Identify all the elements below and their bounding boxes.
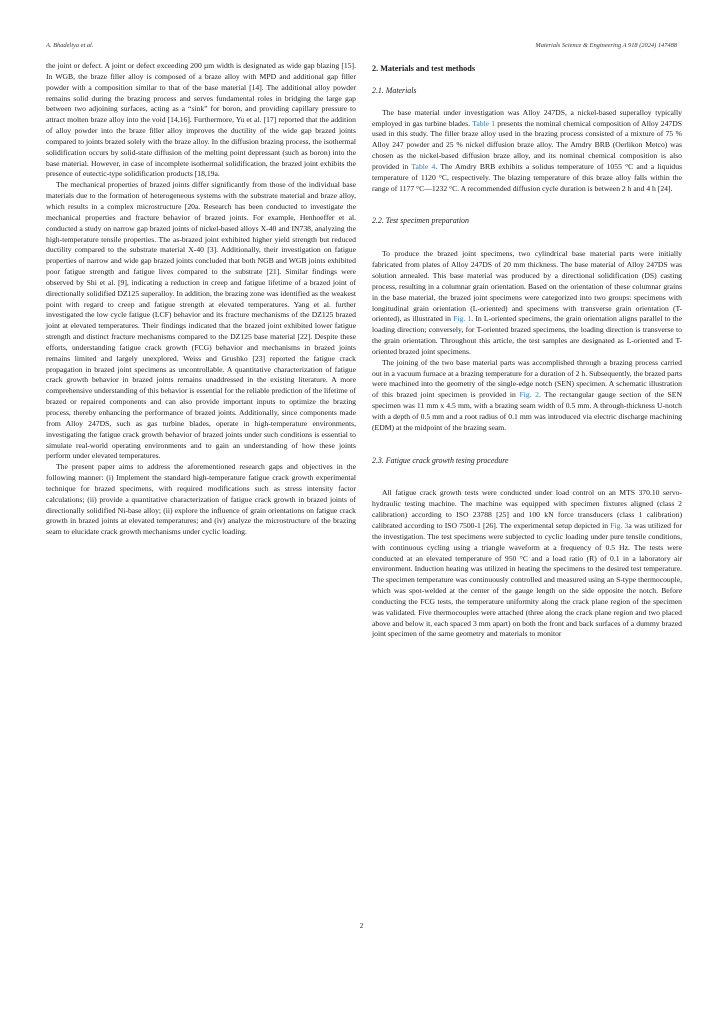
fig-1-link[interactable]: Fig. 1 <box>453 314 472 324</box>
materials-paragraph: The base material under investigation was Alloy 247DS, a nickel-based superalloy typically employed in gas turbine blades. Table 1 presents the nominal chemical composition of Alloy 247DS used in this study. The filler braze alloy used in the brazing process consisted of a mixture of 75 % Alloy 247 powder and 25 % nickel diffusion braze alloy. The Amdry BRB (Oerlikon Metco) was chosen as the nickel-based diffusion braze alloy, and its nominal chemical composition is also provided in Table 4. The Amdry BRB exhibits a solidus temperature of 1055 °C and a liquidus temperature of 1120 °C, respectively. The blazing temperature of this braze alloy falls within the range of 1177 °C—1232 °C. A recommended diffusion cycle duration is between 2 h and 4 h [24]. <box>372 107 683 193</box>
table-4-link[interactable]: Table 4 <box>411 161 436 171</box>
specimen-paragraph-2: The joining of the two base material parts was accomplished through a brazing process carried out in a vacuum furnace at a brazing temperature for a duration of 2 h. Subsequently, the brazed parts were machined into the geometry of the single-edge notch (SEN) specimen. A schematic illustration of this brazed joint specimen is provided in Fig. 2. The rectangular gauge section of the SEN specimen was 11 mm x 4.5 mm, with a brazing seam width of 0.5 mm. A through-thickness U-notch with a depth of 0.5 mm and a root radius of 0.1 mm was introduced via electric discharge machining (EDM) at the midpoint of the brazing seam. <box>372 357 682 432</box>
subsection-title-materials: 2.1. Materials <box>372 85 417 95</box>
subsection-title-specimen-preparation: 2.2. Test specimen preparation <box>372 216 469 226</box>
running-header-authors: A. Bhadeliya et al. <box>46 42 94 49</box>
left-column <box>46 61 356 538</box>
page-number: 2 <box>359 922 364 930</box>
intro-paragraph-aims: The present paper aims to address the aforementioned research gaps and objectives in the following manner: (i) Implement the standard high-temperature fatigue crack growth experimental technique for brazed specimens, with required modifications such as stress intensity factor calculations; (ii) provide a quantitative characterization of fatigue crack growth in brazed joints of directionally solidified Ni-base alloy; (ii) explore the influence of grain orientations on fatigue crack growth in brazed joints at elevated temperatures; and (iv) analyze the microstructure of the brazing seam to elucidate crack growth mechanisms under cyclic loading. <box>46 462 356 537</box>
running-header-journal: Materials Science & Engineering A 918 (2024) 147488 <box>535 42 677 49</box>
fcg-procedure-paragraph: All fatigue crack growth tests were conducted under load control on an MTS 370.10 servo-hydraulic testing machine. The machine was equipped with specimen fixtures aligned (class 2 calibration) according to ISO 23788 [25] and 100 kN force transducers (class 1 calibration) calibrated according to ISO 7500-1 [26]. The experimental setup depicted in Fig. 3a was utilized for the investigation. The test specimens were subjected to cyclic loading under pure tensile conditions, with continuous cycling using a triangle waveform at a frequency of 0.5 Hz. The tests were conducted at an elevated temperature of 950 °C and a load ratio (R) of 0.1 in a laboratory air environment. Induction heating was utilized in heating the specimens to the desired test temperature. The specimen temperature was continuously controlled and measured using an S-type thermocouple, which was spot-welded at the center of the gauge length on the side opposite the notch. Before conducting the FCG tests, the temperature uniformity along the crack plane region of the specimen was validated. Five thermocouples were attached (three along the crack plane region and two placed above and below it, each spaced 3 mm apart) on both the front and back surfaces of a dummy brazed joint specimen of the same geometry and materials to monitor <box>372 488 683 639</box>
table-1-link[interactable]: Table 1 <box>472 118 496 128</box>
section-title-materials-methods: 2. Materials and test methods <box>372 64 476 73</box>
subsection-title-fcg-procedure: 2.3. Fatigue crack growth tesing procedure <box>372 455 509 465</box>
intro-paragraph-mechanical: The mechanical properties of brazed joints differ significantly from those of the individual base materials due to the formation of heterogeneous systems with the substrate material and braze alloy, which results in a complex microstructure [20a. Research has been conducted to investigate the mechanical properties and fracture behavior of brazed joints. For example, Henhoeffer et al. conducted a study on narrow gap brazed joints of nickel-based alloys X-40 and IN738, analyzing the high-temperature tensile properties. The as-brazed joint exhibited higher yield strength but reduced ductility compared to the substrate material X-40 [3]. Additionally, their investigation on fatigue properties of narrow and wide gap brazed joints concluded that both NGB and WGB joints exhibited poor fatigue strength and fatigue lives compared to the substrate [21]. Similar findings were observed by Shi et al. [9], indicating a reduction in creep and fatigue lifetime of a brazed joint of directionally solidified DZ125 superalloy. In addition, the brazing zone was identified as the weakest point with regard to creep and fatigue strength at elevated temperatures. Yang et al. further investigated the low cycle fatigue (LCF) behavior and its fracture mechanisms of the DZ125 brazed joint at elevated temperatures. Their findings indicated that the brazed joint exhibited lower fatigue strength and distinct fracture mechanisms compared to the DZ125 base material [22]. Despite these efforts, understanding fatigue crack growth (FCG) behavior and mechanisms in brazed joints remains limited and largely unexplored. Weiss and Grushko [23] reported the fatigue crack propagation in brazed joint specimens as uncontrollable. A quantitative characterization of fatigue crack growth behavior in brazed joints remains unaddressed in the existing literature. A more comprehensive understanding of this behavior is essential for the reliable prediction of the lifetime of brazed or repaired components and can also provide important inputs to optimize the brazing process, thereby enhancing the performance of brazed joints. Additionally, since components made from Alloy 247DS, such as gas turbine blades, operate in high-temperature environments, investigating the fatigue crack growth behavior of brazed joints under such conditions is essential to simulate real-world operating environments and to gain an understanding of how these joints perform under elevated temperatures. <box>46 180 356 461</box>
right-column <box>372 64 682 640</box>
intro-paragraph-continued: the joint or defect. A joint or defect exceeding 200 µm width is designated as wide gap blazing [15]. In WGB, the braze filler alloy is composed of a braze alloy with MPD and additional gap filler powder with a composition similar to that of the base material [14]. The additional alloy powder remains solid during the brazing process and serves fundamental roles in bridging the large gap between two adjoining surfaces, acting as a “sink” for boron, and providing capillary pressure to attract molten braze alloy into the void [14,16]. Furthermore, Yu et al. [17] reported that the addition of alloy powder into the braze filler alloy improves the ductility of the wide gap brazed joints compared to joints brazed solely with the braze alloy. In the diffusion brazing process, the isothermal solidification occurs by solid-state diffusion of the melting point depressant (such as boron) into the base material. However, in case of incomplete isothermal solidification, the brazed joint exhibits the presence of eutectic-type solidification products [18,19a. <box>46 61 356 179</box>
fig-2-link[interactable]: Fig. 2 <box>519 390 539 400</box>
specimen-paragraph-1: To produce the brazed joint specimens, two cylindrical base material parts were initially fabricated from plates of Alloy 247DS of 20 mm thickness. The base material of Alloy 247DS was solution annealed. This base material was produced by a directional solidification (DS) casting process, resulting in a columnar grain orientation. Based on the orientation of these columnar grains in the base material, the brazed joint specimens were categorized into two groups: specimens with longitudinal grain orientation (L-oriented) and specimens with transverse grain orientation (T-oriented), as illustrated in Fig. 1. In L-oriented specimens, the grain orientation aligns parallel to the loading direction; conversely, for T-oriented brazed specimens, the loading direction is transverse to the grain orientation. Throughout this article, the test samples are designated as L-oriented and T-oriented brazed joint specimens. <box>372 249 682 356</box>
fig-3-link[interactable]: Fig. 3 <box>610 521 629 530</box>
